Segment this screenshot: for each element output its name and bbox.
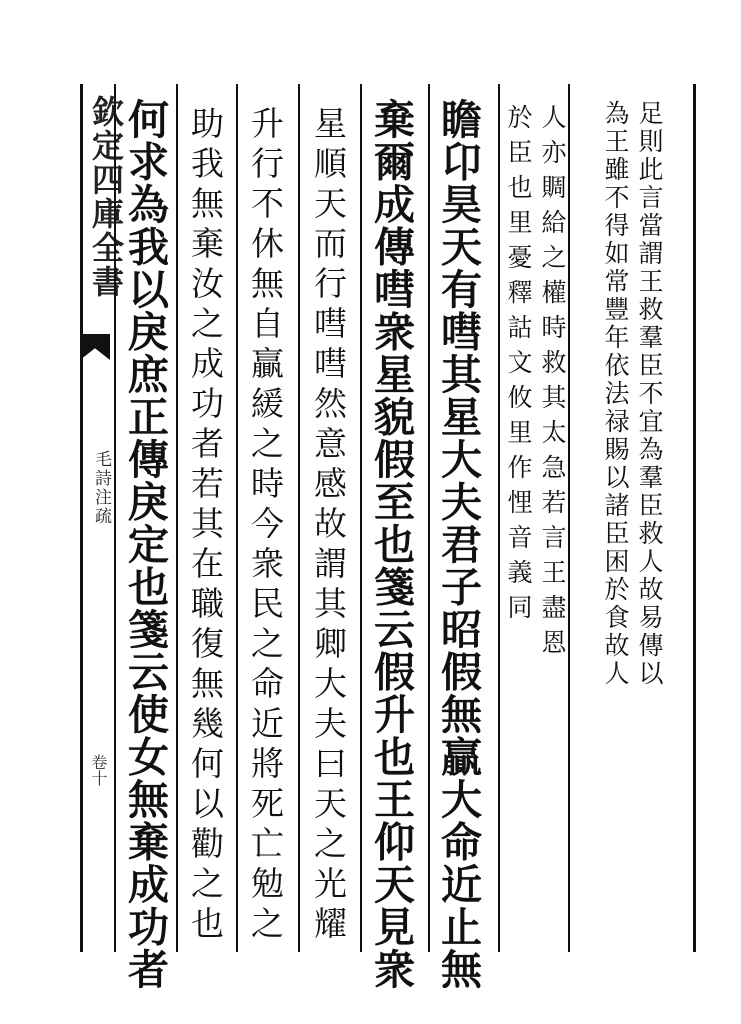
column-rule [176,84,178,952]
text-column: 何求為我以戾庶正傳戾定也箋云使女無棄成功者 [121,98,169,991]
text-column: 升行不休無自贏緩之時今衆民之命近將死亡勉之 [246,106,285,946]
column-rule [114,84,116,952]
column-rule [428,84,430,952]
text-column: 瞻卬昊天有嘒其星大夫君子昭假無贏大命近止無 [434,98,482,991]
text-column: 人亦賙給之權時救其太急若言王盡恩 [538,104,567,664]
text-column: 星順天而行嘒嘒然意感故謂其卿大夫曰天之光耀 [309,106,348,946]
text-column: 助我無棄汝之成功者若其在職復無幾何以勸之也 [186,106,225,946]
text-column: 為王雖不得如常豐年依法禄賜以諸臣困於食故人 [601,100,630,688]
column-rule [568,84,570,952]
margin-section-title: 毛詩注疏 [91,450,111,526]
column-rule [360,84,362,952]
margin-page-label: 卷十 [89,754,108,786]
column-rule [298,84,300,952]
text-column: 於臣也里憂釋詁文攸里作悝音義同 [504,104,533,629]
text-column: 棄爾成傳嘒衆星貌假至也箋云假升也王仰天見衆 [367,98,415,991]
column-rule [236,84,238,952]
text-column: 足則此言當謂王救羣臣不宜為羣臣救人故易傳以 [635,100,664,688]
column-rule [498,84,500,952]
margin-book-title: 欽定四庫全書 [87,95,125,299]
